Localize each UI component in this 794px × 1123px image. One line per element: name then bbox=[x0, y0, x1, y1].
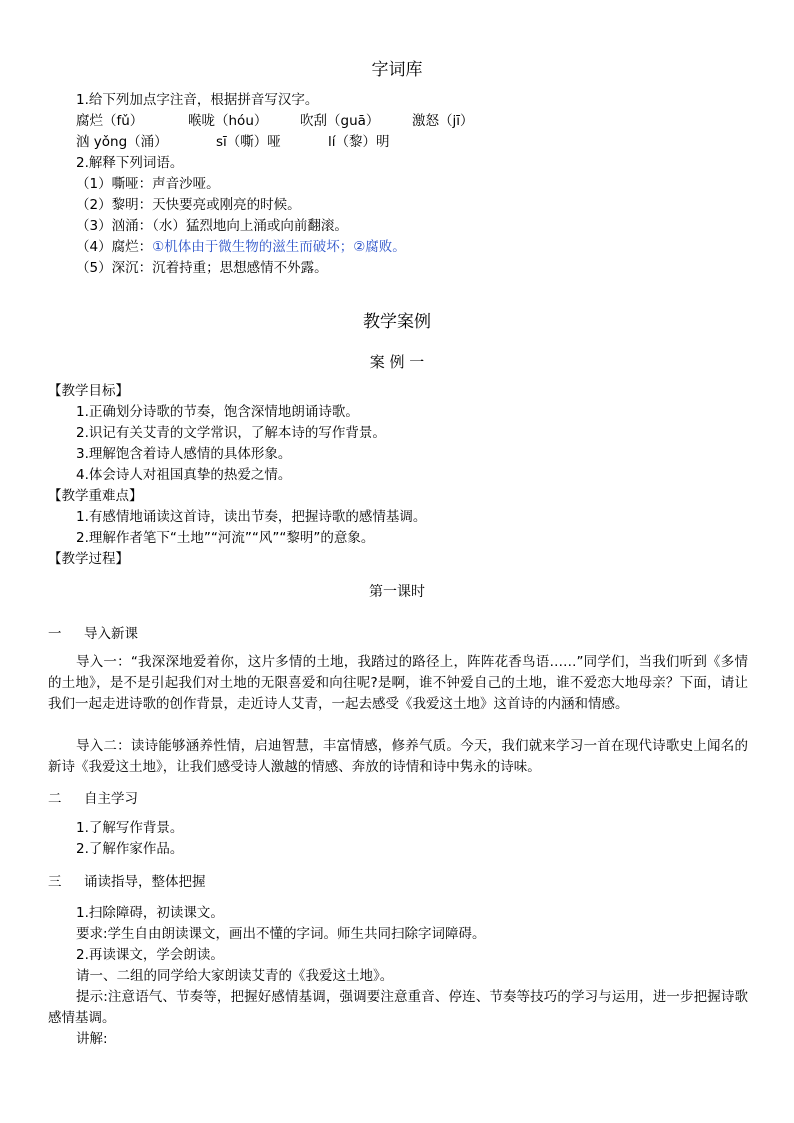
key-point-item: 1.有感情地诵读这首诗，读出节奏，把握诗歌的感情基调。 bbox=[76, 509, 427, 525]
word-item: 激怒（jī） bbox=[412, 113, 474, 129]
explanation-label: 讲解: bbox=[76, 1031, 108, 1047]
term-text: 声音沙哑。 bbox=[152, 176, 220, 192]
part-number: 三 bbox=[48, 874, 62, 890]
self-study-item: 1.了解写作背景。 bbox=[76, 820, 184, 836]
term-label: （3）汹涌： bbox=[76, 218, 153, 234]
key-points-header: 【教学重难点】 bbox=[48, 488, 143, 504]
term-text: ①机体由于微生物的滋生而破坏；②腐败。 bbox=[152, 239, 406, 255]
reading-requirement: 要求:学生自由朗读课文，画出不懂的字词。师生共同扫除字词障碍。 bbox=[76, 926, 486, 942]
goal-item: 2.识记有关艾青的文学常识，了解本诗的写作背景。 bbox=[76, 425, 386, 441]
word-item: 腐烂（fǔ） bbox=[76, 113, 144, 129]
process-header: 【教学过程】 bbox=[48, 551, 129, 567]
word-item: lí（黎）明 bbox=[328, 134, 390, 150]
goal-item: 1.正确划分诗歌的节奏，饱含深情地朗诵诗歌。 bbox=[76, 404, 359, 420]
intro-paragraph-2: 导入二：读诗能够涵养性情，启迪智慧，丰富情感，修养气质。今天，我们就来学习一首在现代诗歌史上闻名的新诗《我爱这土地》，让我们感受诗人激越的情感、奔放的诗情和诗中隽永的诗味。 bbox=[48, 738, 748, 775]
term-label: （1）嘶哑： bbox=[76, 176, 153, 192]
pinyin-row-1 bbox=[76, 111, 474, 131]
part-title: 自主学习 bbox=[84, 791, 138, 807]
part-title: 导入新课 bbox=[84, 626, 138, 642]
question-1: 1.给下列加点字注音，根据拼音写汉字。 bbox=[76, 92, 319, 108]
part-heading-2 bbox=[48, 789, 138, 809]
word-item: 吹刮（guā） bbox=[300, 113, 380, 129]
word-item: 喉咙（hóu） bbox=[188, 113, 268, 129]
goal-item: 4.体会诗人对祖国真挚的热爱之情。 bbox=[76, 467, 292, 483]
term-text: （水）猛烈地向上涌或向前翻滚。 bbox=[152, 218, 348, 234]
term-item bbox=[76, 237, 406, 257]
part-title: 诵读指导，整体把握 bbox=[84, 874, 206, 890]
term-item bbox=[76, 174, 220, 194]
term-label: （2）黎明： bbox=[76, 197, 153, 213]
section-title-teaching-case: 教学案例 bbox=[363, 312, 431, 332]
term-label: （5）深沉： bbox=[76, 260, 153, 276]
part-number: 一 bbox=[48, 626, 62, 642]
part-number: 二 bbox=[48, 791, 62, 807]
reading-tip: 提示:注意语气、节奏等，把握好感情基调，强调要注意重音、停连、节奏等技巧的学习与运用，进一步把握诗歌感情基调。 bbox=[48, 989, 748, 1026]
term-item bbox=[76, 216, 348, 236]
pinyin-row-2 bbox=[76, 132, 390, 152]
reading-step-2: 2.再读课文，学会朗读。 bbox=[76, 947, 224, 963]
term-text: 天快要亮或刚亮的时候。 bbox=[152, 197, 301, 213]
term-label: （4）腐烂： bbox=[76, 239, 153, 255]
goal-item: 3.理解饱含着诗人感情的具体形象。 bbox=[76, 446, 292, 462]
question-2: 2.解释下列词语。 bbox=[76, 155, 184, 171]
word-item: 汹 yǒng（涌） bbox=[76, 134, 168, 150]
word-item: sī（嘶）哑 bbox=[216, 134, 281, 150]
term-item bbox=[76, 195, 301, 215]
case-subtitle: 案 例 一 bbox=[369, 353, 425, 371]
intro-paragraph-1: 导入一：“我深深地爱着你，这片多情的土地，我踏过的路径上，阵阵花香鸟语……”同学们，当我们听到《多情的土地》，是不是引起我们对土地的无限喜爱和向往呢?是啊，谁不钟爱自己的土地，谁不爱恋大地母亲？下面，请让我们一起走进诗歌的创作背景，走近诗人艾青，一起去感受《我爱这土地》这首诗的内涵和情感。 bbox=[48, 654, 748, 712]
section-title-vocabulary: 字词库 bbox=[371, 60, 423, 80]
reading-invite: 请一、二组的同学给大家朗读艾青的《我爱这土地》。 bbox=[76, 968, 394, 984]
term-text: 沉着持重；思想感情不外露。 bbox=[152, 260, 328, 276]
self-study-item: 2.了解作家作品。 bbox=[76, 841, 184, 857]
goals-header: 【教学目标】 bbox=[48, 383, 129, 399]
part-heading-3 bbox=[48, 872, 206, 892]
key-point-item: 2.理解作者笔下“土地”“河流”“风”“黎明”的意象。 bbox=[76, 530, 375, 546]
lesson-title: 第一课时 bbox=[369, 584, 425, 600]
reading-step-1: 1.扫除障碍，初读课文。 bbox=[76, 905, 224, 921]
term-item bbox=[76, 258, 328, 278]
part-heading-1 bbox=[48, 624, 138, 644]
